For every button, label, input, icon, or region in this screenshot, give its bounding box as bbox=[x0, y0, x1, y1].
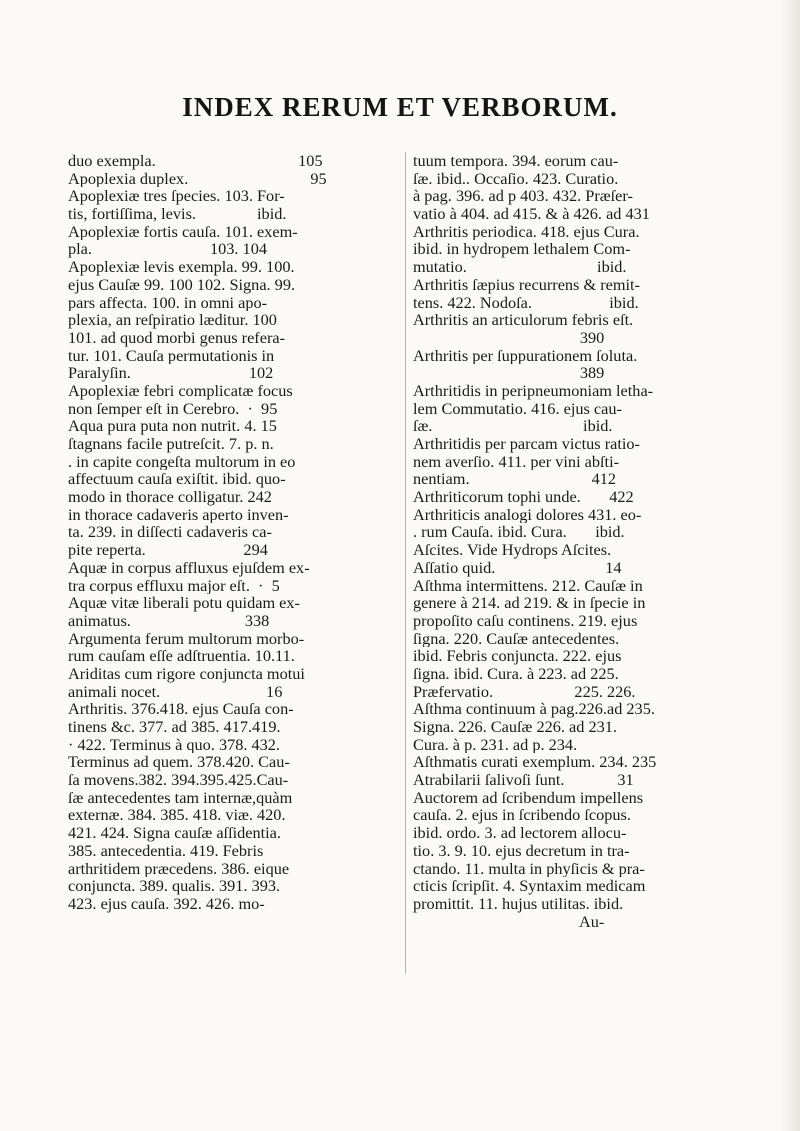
index-line: tens. 422. Nodoſa. ibid. bbox=[413, 293, 639, 312]
index-line: Paralyſin. 102 bbox=[68, 364, 274, 382]
index-line: ſigna. 220. Cauſæ antecedentes. bbox=[413, 629, 620, 648]
index-line: Aſthma continuum à pag.226.ad 235. bbox=[413, 700, 655, 718]
index-column-left bbox=[68, 152, 398, 913]
index-line: rum cauſam eſſe adſtruentia. 10.11. bbox=[68, 647, 295, 665]
page-title: INDEX RERUM ET VERBORUM. bbox=[182, 92, 618, 122]
index-line: Auctorem ad ſcribendum impellens bbox=[413, 788, 644, 807]
index-line: conjuncta. 389. qualis. 391. 393. bbox=[68, 877, 281, 895]
index-line: Arthriticis analogi dolores 431. eo- bbox=[413, 505, 642, 524]
index-line: 385. antecedentia. 419. Febris bbox=[68, 841, 264, 860]
index-line: 390 bbox=[413, 328, 605, 347]
index-line: . in capite congeſta multorum in eo bbox=[68, 452, 296, 471]
index-line: · 422. Terminus à quo. 378. 432. bbox=[68, 735, 281, 754]
index-line: nentiam. 412 bbox=[413, 470, 617, 489]
index-line: propoſito caſu continens. 219. ejus bbox=[413, 611, 638, 630]
index-line: affectuum cauſa exiſtit. ibid. quo- bbox=[68, 470, 286, 489]
index-line: Arthritidis in peripneumoniam letha- bbox=[413, 381, 654, 400]
index-line: nem averſio. 411. per vini abſti- bbox=[413, 452, 620, 471]
index-column-right bbox=[413, 152, 745, 930]
index-line: . rum Cauſa. ibid. Cura. ibid. bbox=[413, 523, 625, 542]
index-line: Arthritis periodica. 418. ejus Cura. bbox=[413, 222, 640, 241]
index-line: externæ. 384. 385. 418. viæ. 420. bbox=[68, 806, 286, 825]
index-line: tuum tempora. 394. eorum cau- bbox=[413, 152, 619, 170]
index-line: arthritidem præcedens. 386. eique bbox=[68, 859, 290, 878]
index-line: lem Commutatio. 416. ejus cau- bbox=[413, 399, 622, 418]
index-line: non ſemper eſt in Cerebro. · 95 bbox=[68, 399, 278, 418]
index-line: Argumenta ferum multorum morbo- bbox=[68, 629, 305, 648]
index-line: tis, fortiſſima, levis. ibid. bbox=[68, 205, 287, 223]
index-line: promittit. 11. hujus utilitas. ibid. bbox=[413, 894, 624, 913]
index-line: 423. ejus cauſa. 392. 426. mo- bbox=[68, 894, 265, 913]
index-line: ibid. Febris conjuncta. 222. ejus bbox=[413, 647, 622, 665]
index-line: Arthritis an articulorum febris eſt. bbox=[413, 311, 634, 329]
index-line: Aſcites. Vide Hydrops Aſcites. bbox=[413, 541, 612, 559]
index-line: Aquæ in corpus affluxus ejuſdem ex- bbox=[68, 558, 310, 577]
index-line: genere à 214. ad 219. & in ſpecie in bbox=[413, 594, 646, 612]
index-line: Terminus ad quem. 378.420. Cau- bbox=[68, 753, 290, 772]
index-line: Apoplexia duplex. 95 bbox=[68, 169, 327, 188]
index-line: Apoplexiæ fortis cauſa. 101. exem- bbox=[68, 222, 298, 241]
index-line: plexia, an reſpiratio læditur. 100 bbox=[68, 311, 277, 329]
index-line: 389 bbox=[413, 364, 605, 382]
index-line: in thorace cadaveris aperto inven- bbox=[68, 505, 289, 524]
index-line: animatus. 338 bbox=[68, 611, 270, 630]
index-line: Apoplexiæ levis exempla. 99. 100. bbox=[68, 258, 295, 276]
index-line: pars affecta. 100. in omni apo- bbox=[68, 293, 268, 312]
index-line: duo exempla. 105 bbox=[68, 152, 323, 170]
index-line: ſæ. ibid.. Occaſio. 423. Curatio. bbox=[413, 169, 619, 188]
index-line: ibid. ordo. 3. ad lectorem allocu- bbox=[413, 824, 627, 842]
index-line: ta. 239. in diſſecti cadaveris ca- bbox=[68, 523, 272, 542]
index-line: Aquæ vitæ liberali potu quidam ex- bbox=[68, 594, 300, 612]
index-line: 101. ad quod morbi genus refera- bbox=[68, 328, 286, 347]
index-line: Arthritis. 376.418. ejus Cauſa con- bbox=[68, 700, 294, 718]
index-line: tio. 3. 9. 10. ejus decretum in tra- bbox=[413, 841, 630, 860]
index-line: Atrabilarii ſalivoſi ſunt. 31 bbox=[413, 771, 634, 789]
index-line: ſæ antecedentes tam internæ,quàm bbox=[68, 788, 293, 807]
index-line: Apoplexiæ tres ſpecies. 103. For- bbox=[68, 187, 285, 206]
index-line: Arthriticorum tophi unde. 422 bbox=[413, 488, 634, 506]
column-divider bbox=[405, 152, 406, 974]
index-line: Signa. 226. Cauſæ 226. ad 231. bbox=[413, 718, 617, 736]
index-line: cauſa. 2. ejus in ſcribendo ſcopus. bbox=[413, 806, 631, 825]
index-line: tur. 101. Cauſa permutationis in bbox=[68, 346, 275, 365]
page-edge-shadow bbox=[780, 0, 800, 1131]
index-line: pite reperta. 294 bbox=[68, 541, 268, 559]
index-line: Aſſatio quid. 14 bbox=[413, 558, 622, 577]
index-line: ſigna. ibid. Cura. à 223. ad 225. bbox=[413, 664, 619, 683]
index-line: Arthritidis per parcam victus ratio- bbox=[413, 435, 640, 453]
index-line: Aqua pura puta non nutrit. 4. 15 bbox=[68, 417, 277, 435]
index-line: tra corpus effluxu major eſt. · 5 bbox=[68, 576, 280, 595]
index-line: mutatio. ibid. bbox=[413, 258, 627, 276]
index-line: ctando. 11. multa in phyſicis & pra- bbox=[413, 859, 645, 878]
index-line: vatio à 404. ad 415. & à 426. ad 431 bbox=[413, 205, 650, 223]
index-line: Ariditas cum rigore conjuncta motui bbox=[68, 664, 305, 683]
index-line: Au- bbox=[413, 912, 605, 931]
index-line: Aſthma intermittens. 212. Cauſæ in bbox=[413, 576, 643, 595]
index-line: à pag. 396. ad p 403. 432. Præſer- bbox=[413, 187, 633, 206]
index-line: 421. 424. Signa cauſæ aſſidentia. bbox=[68, 824, 281, 842]
index-line: Præfervatio. 225. 226. bbox=[413, 682, 636, 701]
index-line: tinens &c. 377. ad 385. 417.419. bbox=[68, 718, 281, 736]
index-line: Cura. à p. 231. ad p. 234. bbox=[413, 735, 578, 754]
index-line: animali nocet. 16 bbox=[68, 682, 283, 701]
index-line: cticis ſcripſit. 4. Syntaxim medicam bbox=[413, 877, 646, 895]
index-line: ſa movens.382. 394.395.425.Cau- bbox=[68, 771, 289, 789]
index-line: Apoplexiæ febri complicatæ focus bbox=[68, 381, 293, 400]
index-line: pla. 103. 104 bbox=[68, 240, 267, 259]
index-line: Arthritis per ſuppurationem ſoluta. bbox=[413, 346, 638, 365]
index-line: Arthritis ſæpius recurrens & remit- bbox=[413, 275, 640, 294]
index-line: ejus Cauſæ 99. 100 102. Signa. 99. bbox=[68, 275, 296, 294]
index-line: ſæ. ibid. bbox=[413, 417, 613, 435]
index-line: ſtagnans facile putreſcit. 7. p. n. bbox=[68, 435, 274, 453]
index-line: modo in thorace colligatur. 242 bbox=[68, 488, 272, 506]
index-line: ibid. in hydropem lethalem Com- bbox=[413, 240, 631, 259]
index-line: Aſthmatis curati exemplum. 234. 235 bbox=[413, 753, 657, 772]
